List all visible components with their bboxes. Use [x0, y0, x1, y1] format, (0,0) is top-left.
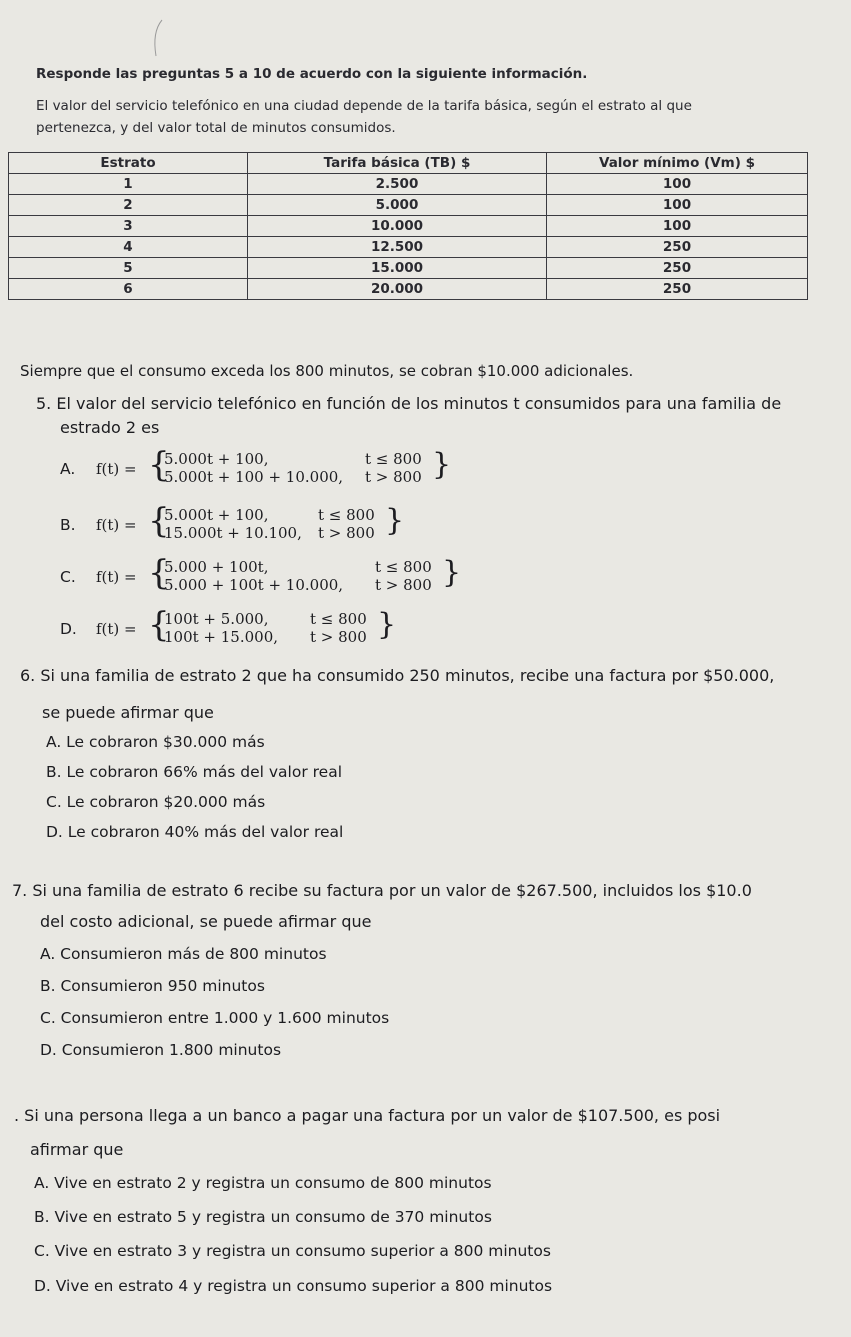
q6-option-b: B. Le cobraron 66% más del valor real	[46, 763, 343, 781]
cell-valor-minimo: 250	[547, 279, 808, 300]
cell-tarifa: 20.000	[248, 279, 547, 300]
cell-tarifa: 5.000	[248, 195, 547, 216]
q8-option-c: C. Vive en estrato 3 y registra un consumo superior a 800 minutos	[34, 1242, 551, 1260]
option-letter: C.	[60, 568, 76, 586]
piece-condition-1: t ≤ 800	[310, 610, 367, 628]
piecewise-conditions	[365, 450, 422, 486]
cell-estrato: 4	[9, 237, 248, 258]
piecewise-expressions	[164, 506, 302, 542]
cell-valor-minimo: 100	[547, 174, 808, 195]
piece-condition-2: t > 800	[365, 468, 422, 486]
cell-valor-minimo: 250	[547, 258, 808, 279]
cell-valor-minimo: 100	[547, 195, 808, 216]
intro-line-1: El valor del servicio telefónico en una ciudad depende de la tarifa básica, según el estrato al que	[36, 98, 692, 114]
q7-option-d: D. Consumieron 1.800 minutos	[40, 1041, 282, 1059]
header-estrato: Estrato	[9, 153, 248, 174]
instructions-header: Responde las preguntas 5 a 10 de acuerdo con la siguiente información.	[36, 66, 588, 82]
q8-statement-line-2: afirmar que	[30, 1140, 124, 1159]
cell-estrato: 1	[9, 174, 248, 195]
q7-option-c: C. Consumieron entre 1.000 y 1.600 minutos	[40, 1009, 390, 1027]
right-brace: }	[442, 555, 462, 590]
table-header-row	[9, 153, 808, 174]
option-letter: A.	[60, 460, 76, 478]
header-tarifa-basica: Tarifa básica (TB) $	[248, 153, 547, 174]
q6-option-c: C. Le cobraron $20.000 más	[46, 793, 266, 811]
table-row	[9, 174, 808, 195]
table-row	[9, 195, 808, 216]
left-brace: {	[148, 605, 170, 645]
piece-expression-2: 100t + 15.000,	[164, 628, 279, 646]
q6-statement-line-1: 6. Si una familia de estrato 2 que ha consumido 250 minutos, recibe una factura por $50.000,	[20, 666, 775, 685]
piecewise-expressions	[164, 450, 343, 486]
additional-charge-note: Siempre que el consumo exceda los 800 minutos, se cobran $10.000 adicionales.	[20, 362, 634, 380]
q5-option-c	[60, 552, 520, 602]
left-brace: {	[148, 445, 170, 485]
cell-estrato: 3	[9, 216, 248, 237]
cell-estrato: 6	[9, 279, 248, 300]
option-letter: B.	[60, 516, 76, 534]
table-row	[9, 279, 808, 300]
q5-option-b	[60, 500, 520, 550]
cell-valor-minimo: 250	[547, 237, 808, 258]
piecewise-conditions	[375, 558, 432, 594]
header-valor-minimo: Valor mínimo (Vm) $	[547, 153, 808, 174]
cell-tarifa: 2.500	[248, 174, 547, 195]
table-row	[9, 237, 808, 258]
q5-statement-line-2: estrado 2 es	[60, 418, 160, 437]
cell-tarifa: 10.000	[248, 216, 547, 237]
piecewise-expressions	[164, 610, 278, 646]
q6-statement-line-2: se puede afirmar que	[42, 703, 214, 722]
q7-option-b: B. Consumieron 950 minutos	[40, 977, 265, 995]
piece-expression-1: 100t + 5.000,	[164, 610, 269, 628]
function-label: f(t) =	[96, 568, 137, 586]
table-row	[9, 216, 808, 237]
left-brace: {	[148, 501, 170, 541]
q5-option-d	[60, 604, 520, 654]
function-label: f(t) =	[96, 620, 137, 638]
cell-estrato: 5	[9, 258, 248, 279]
piece-expression-2: 15.000t + 10.100,	[164, 524, 302, 542]
piecewise-conditions	[310, 610, 367, 646]
function-label: f(t) =	[96, 516, 137, 534]
q8-option-d: D. Vive en estrato 4 y registra un consumo superior a 800 minutos	[34, 1277, 553, 1295]
piecewise-expressions	[164, 558, 343, 594]
piece-expression-1: 5.000 + 100t,	[164, 558, 269, 576]
cell-valor-minimo: 100	[547, 216, 808, 237]
piece-condition-2: t > 800	[310, 628, 367, 646]
piece-expression-2: 5.000 + 100t + 10.000,	[164, 576, 344, 594]
cell-tarifa: 12.500	[248, 237, 547, 258]
cell-estrato: 2	[9, 195, 248, 216]
q8-option-a: A. Vive en estrato 2 y registra un consumo de 800 minutos	[34, 1174, 492, 1192]
q7-statement-line-1: 7. Si una familia de estrato 6 recibe su factura por un valor de $267.500, incluidos los $10.0	[12, 881, 752, 900]
table-row	[9, 258, 808, 279]
piece-expression-2: 5.000t + 100 + 10.000,	[164, 468, 344, 486]
q8-statement-line-1: . Si una persona llega a un banco a pagar una factura por un valor de $107.500, es posi	[14, 1106, 721, 1125]
pencil-mark	[140, 18, 170, 58]
q7-statement-line-2: del costo adicional, se puede afirmar que	[40, 912, 372, 931]
right-brace: }	[385, 503, 405, 538]
piece-condition-2: t > 800	[318, 524, 375, 542]
option-letter: D.	[60, 620, 77, 638]
q5-option-a	[60, 444, 520, 494]
right-brace: }	[432, 447, 452, 482]
left-brace: {	[148, 553, 170, 593]
piece-expression-1: 5.000t + 100,	[164, 506, 269, 524]
q6-option-d: D. Le cobraron 40% más del valor real	[46, 823, 344, 841]
q5-statement-line-1: 5. El valor del servicio telefónico en función de los minutos t consumidos para una familia de	[36, 394, 782, 413]
tariff-table	[8, 152, 808, 300]
piece-condition-1: t ≤ 800	[375, 558, 432, 576]
q8-option-b: B. Vive en estrato 5 y registra un consumo de 370 minutos	[34, 1208, 492, 1226]
intro-line-2: pertenezca, y del valor total de minutos consumidos.	[36, 120, 396, 136]
piecewise-conditions	[318, 506, 375, 542]
q6-option-a: A. Le cobraron $30.000 más	[46, 733, 265, 751]
piece-condition-1: t ≤ 800	[365, 450, 422, 468]
function-label: f(t) =	[96, 460, 137, 478]
piece-condition-2: t > 800	[375, 576, 432, 594]
right-brace: }	[377, 607, 397, 642]
q7-option-a: A. Consumieron más de 800 minutos	[40, 945, 327, 963]
cell-tarifa: 15.000	[248, 258, 547, 279]
piece-condition-1: t ≤ 800	[318, 506, 375, 524]
piece-expression-1: 5.000t + 100,	[164, 450, 269, 468]
